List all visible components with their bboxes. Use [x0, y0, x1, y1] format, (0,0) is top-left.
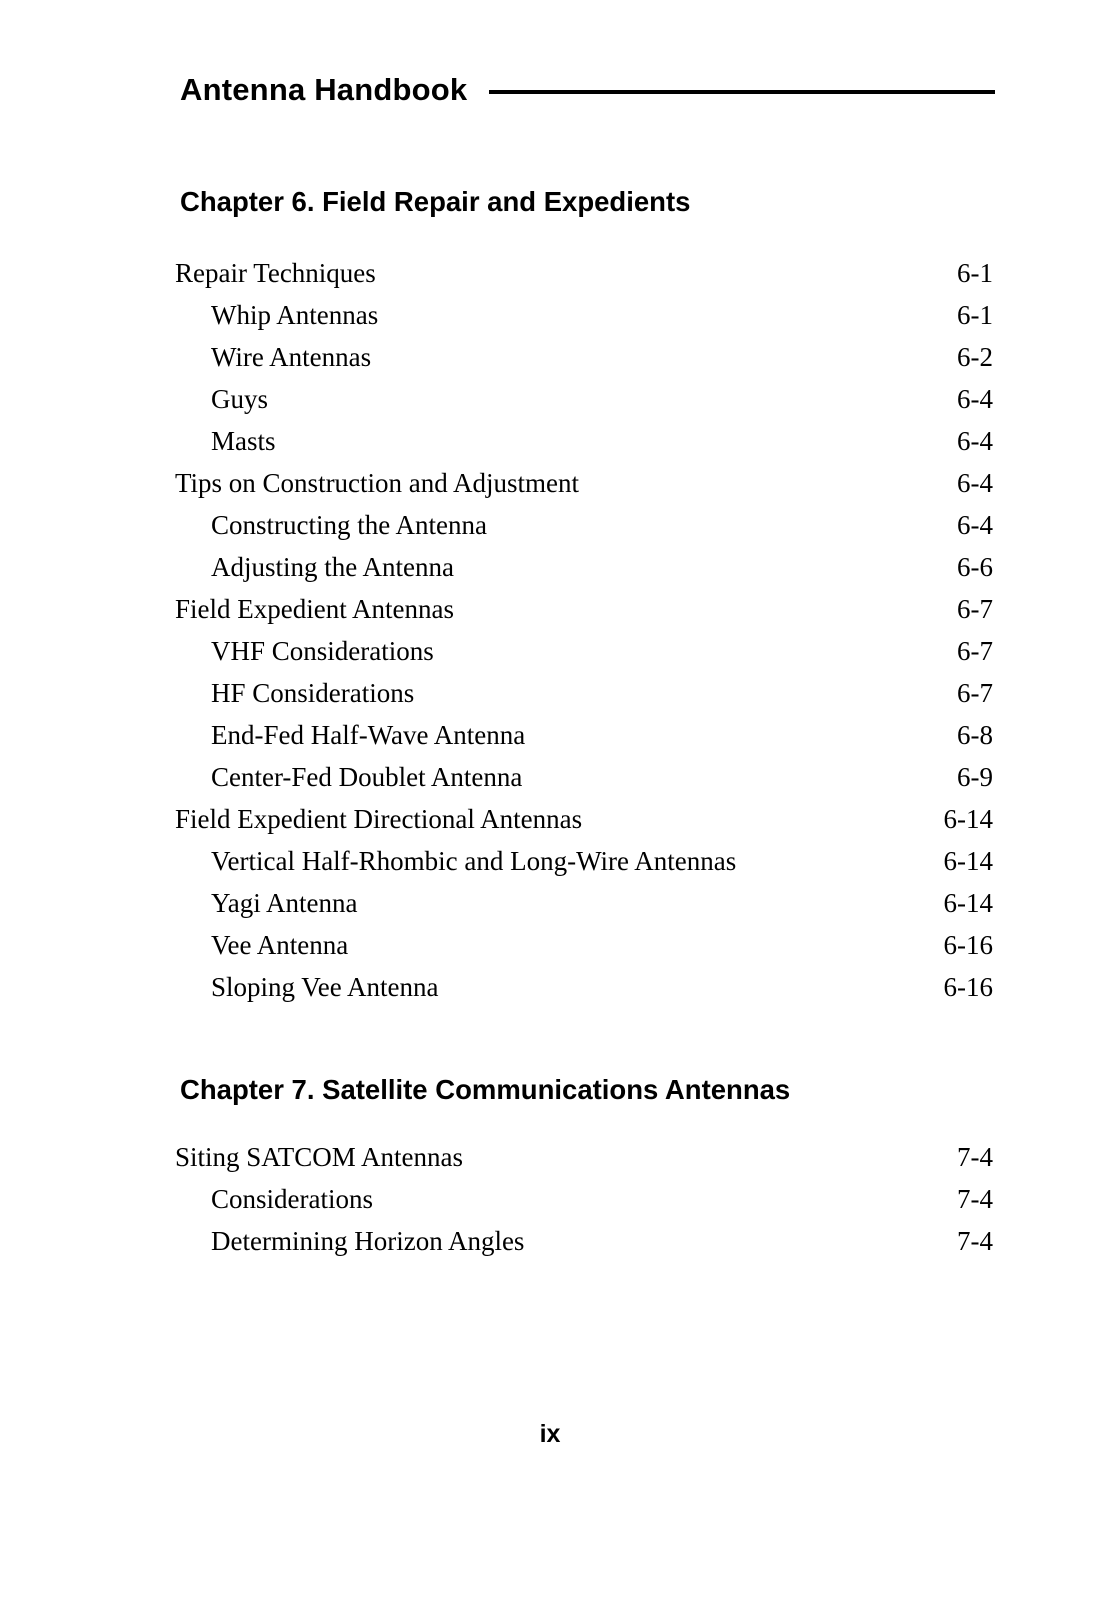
toc-entry-page: 6-1 [957, 299, 993, 330]
toc-entry-page: 6-7 [957, 635, 993, 666]
toc-entry-page: 6-7 [957, 593, 993, 624]
toc-entry-page: 6-14 [943, 845, 993, 876]
toc-entry[interactable] [175, 672, 993, 714]
toc-entry-page: 6-8 [957, 719, 993, 750]
toc-entry-label: Sloping Vee Antenna [211, 971, 439, 1002]
toc-entry-label: Whip Antennas [211, 299, 379, 330]
toc-entry-label: Field Expedient Antennas [175, 593, 454, 624]
toc-entry-label: Vertical Half-Rhombic and Long-Wire Antennas [211, 845, 737, 876]
toc-entry-page: 6-14 [943, 887, 993, 918]
toc-entry-label: Masts [211, 425, 276, 456]
chapter-heading-7: Chapter 7. Satellite Communications Antennas [180, 1074, 791, 1105]
page-number: ix [539, 1420, 561, 1448]
toc-entry[interactable] [175, 1136, 993, 1178]
toc-entry-label: Tips on Construction and Adjustment [175, 467, 580, 498]
toc-entry-label: Field Expedient Directional Antennas [175, 803, 583, 834]
toc-entry[interactable] [175, 966, 993, 1008]
toc-entry[interactable] [175, 1178, 993, 1220]
toc-entry-page: 6-2 [957, 341, 993, 372]
toc-entry[interactable] [175, 840, 993, 882]
toc-entry[interactable] [175, 714, 993, 756]
toc-entry-page: 6-7 [957, 677, 993, 708]
toc-entry[interactable] [175, 462, 993, 504]
toc-entry-label: Vee Antenna [211, 929, 349, 960]
toc-entry[interactable] [175, 546, 993, 588]
toc-entry-label: Determining Horizon Angles [211, 1225, 525, 1256]
toc-entry-label: VHF Considerations [211, 635, 434, 666]
toc-entry-page: 6-14 [943, 803, 993, 834]
toc-entry-label: HF Considerations [211, 677, 415, 708]
toc-entry-label: Considerations [211, 1183, 373, 1214]
toc-entry[interactable] [175, 336, 993, 378]
toc-entry[interactable] [175, 756, 993, 798]
toc-entry[interactable] [175, 420, 993, 462]
running-head-rule [489, 90, 995, 94]
toc-entry[interactable] [175, 924, 993, 966]
toc-entry-page: 6-4 [957, 383, 993, 414]
toc-entry-label: Wire Antennas [211, 341, 372, 372]
chapter-heading-6: Chapter 6. Field Repair and Expedients [180, 186, 691, 217]
toc-entry-label: Adjusting the Antenna [211, 551, 454, 582]
toc-entry-label: Siting SATCOM Antennas [175, 1141, 464, 1172]
toc-entry-label: End-Fed Half-Wave Antenna [211, 719, 526, 750]
toc-entry[interactable] [175, 294, 993, 336]
toc-chapter-6 [175, 252, 993, 1008]
toc-entry-label: Constructing the Antenna [211, 509, 487, 540]
toc-entry[interactable] [175, 882, 993, 924]
toc-entry-page: 6-16 [943, 971, 993, 1002]
toc-entry-label: Center-Fed Doublet Antenna [211, 761, 523, 792]
toc-entry-label: Repair Techniques [175, 257, 376, 288]
toc-entry-label: Yagi Antenna [211, 887, 358, 918]
toc-entry-page: 7-4 [957, 1141, 993, 1172]
running-head-title: Antenna Handbook [180, 72, 468, 107]
toc-entry-page: 6-1 [957, 257, 993, 288]
toc-chapter-7 [175, 1136, 993, 1262]
toc-entry-label: Guys [211, 383, 269, 414]
toc-entry-page: 6-4 [957, 425, 993, 456]
toc-entry-page: 6-6 [957, 551, 993, 582]
running-head [180, 72, 995, 108]
toc-entry-page: 6-9 [957, 761, 993, 792]
toc-entry-page: 7-4 [957, 1183, 993, 1214]
toc-entry[interactable] [175, 504, 993, 546]
toc-entry-page: 6-4 [957, 509, 993, 540]
toc-entry[interactable] [175, 378, 993, 420]
toc-entry[interactable] [175, 1220, 993, 1262]
toc-entry[interactable] [175, 630, 993, 672]
toc-entry[interactable] [175, 798, 993, 840]
toc-entry[interactable] [175, 588, 993, 630]
toc-entry[interactable] [175, 252, 993, 294]
toc-entry-page: 7-4 [957, 1225, 993, 1256]
toc-entry-page: 6-4 [957, 467, 993, 498]
toc-entry-page: 6-16 [943, 929, 993, 960]
